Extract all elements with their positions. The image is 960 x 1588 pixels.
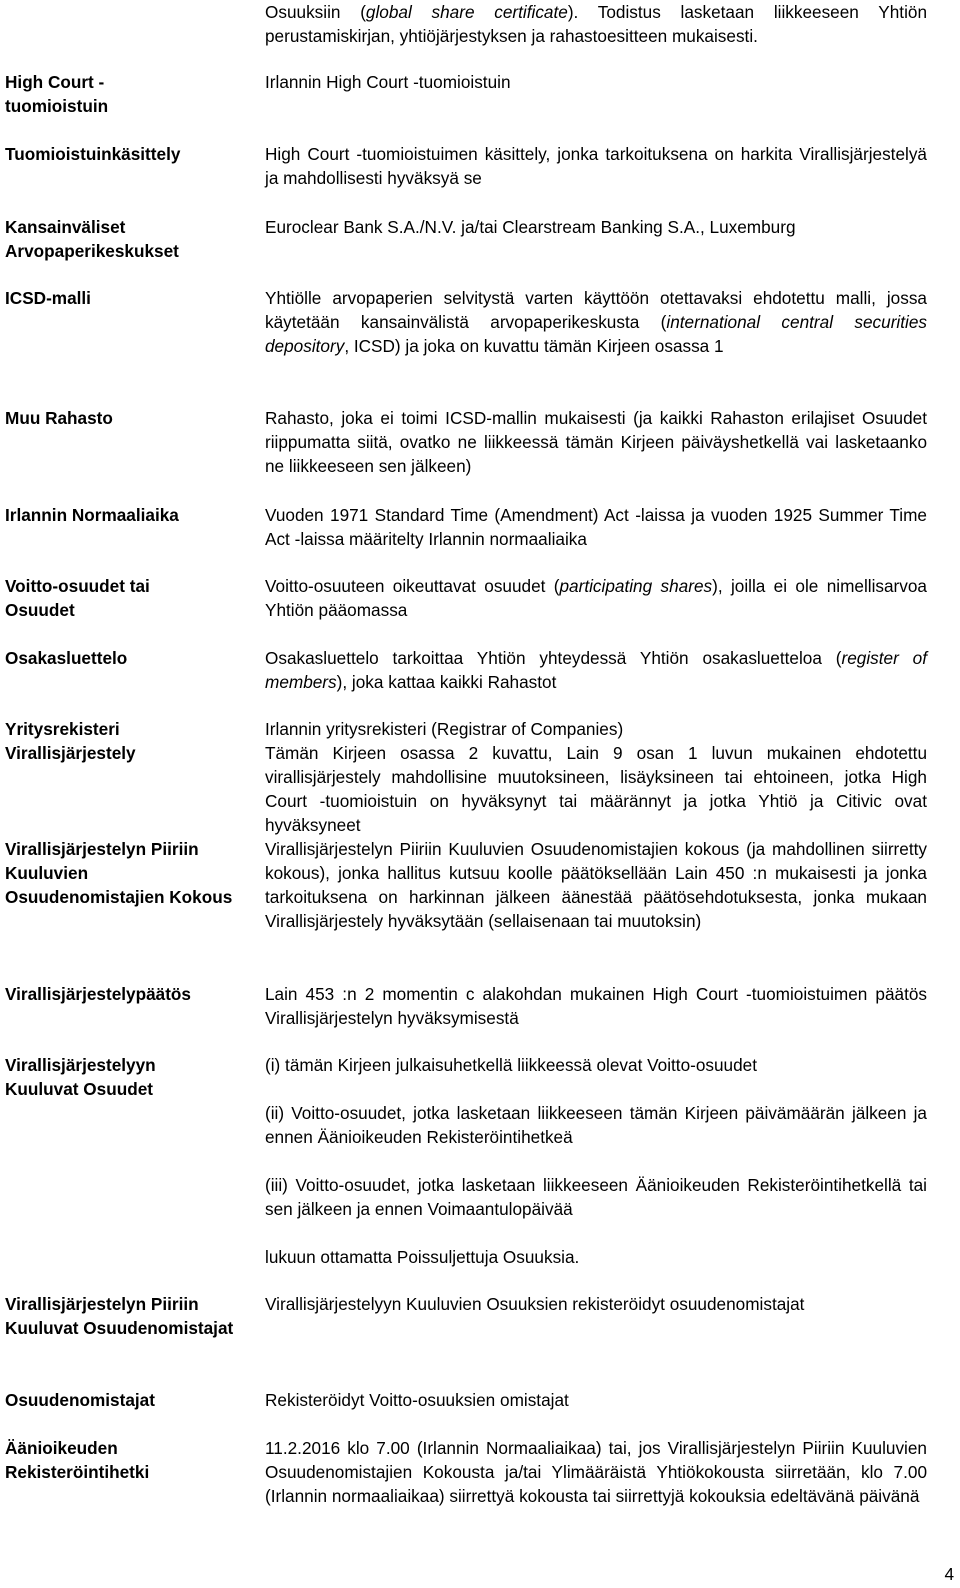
definition: Virallisjärjestelyyn Kuuluvien Osuuksien rekisteröidyt osuudenomistajat — [265, 1294, 805, 1314]
intro-paragraph — [265, 0, 927, 48]
definition-list — [265, 1053, 927, 1269]
definition-text-end: , ICSD) ja joka on kuvattu tämän Kirjeen osassa 1 — [344, 336, 724, 356]
term: Osakasluettelo — [5, 648, 128, 668]
definition-text-end: ), joilla ei ole nimellisarvoa Yhtiön pääomassa — [265, 576, 927, 620]
definition — [265, 646, 927, 694]
definition: Irlannin High Court -tuomioistuin — [265, 72, 511, 92]
definition: Euroclear Bank S.A./N.V. ja/tai Clearstream Banking S.A., Luxemburg — [265, 217, 796, 237]
definition: Tämän Kirjeen osassa 2 kuvattu, Lain 9 osan 1 luvun mukainen ehdotettu virallisjärjestely mahdollisine muutoksineen, lisäyksineen tai ehtoineen, jotka High Court -tuomioistuin on hyväksynyt tai määrännyt ja jotka Yhtiö ja Citivic ovat hyväksyneet — [265, 743, 927, 835]
term: Virallisjärjestelyyn Kuuluvat Osuudet — [5, 1055, 156, 1099]
term: Muu Rahasto — [5, 408, 113, 428]
list-item: lukuun ottamatta Poissuljettuja Osuuksia. — [265, 1247, 580, 1267]
intro-text-end: ). Todistus lasketaan liikkeeseen Yhtiön perustamiskirjan, yhtiöjärjestyksen ja rahastoesitteen mukaisesti. — [265, 2, 928, 46]
definition-italic-text: register of members — [265, 648, 928, 692]
definition: Lain 453 :n 2 momentin c alakohdan mukainen High Court -tuomioistuimen päätös Virallisjärjestelyn hyväksymisestä — [265, 984, 927, 1028]
list-item: (iii) Voitto-osuudet, jotka lasketaan liikkeeseen Äänioikeuden Rekisteröintihetkellä tai sen jälkeen ja ennen Voimaantulopäivää — [265, 1175, 927, 1219]
definition: High Court -tuomioistuimen käsittely, jonka tarkoituksena on harkita Virallisjärjestelyä ja mahdollisesti hyväksyä se — [265, 144, 927, 188]
intro-italic-text: global share certificate — [365, 2, 568, 22]
page-number: 4 — [944, 1564, 954, 1584]
list-item: (ii) Voitto-osuudet, jotka lasketaan liikkeeseen tämän Kirjeen päivämäärän jälkeen ja ennen Äänioikeuden Rekisteröintihetkeä — [265, 1103, 927, 1147]
definition: Rahasto, joka ei toimi ICSD-mallin mukaisesti (ja kaikki Rahaston erilajiset Osuudet riippumatta siitä, ovatko ne liikkeessä tämän Kirjeen päiväyshetkellä vai lasketaanko ne liikkeeseen sen jälkeen) — [265, 408, 927, 476]
term: Irlannin Normaaliaika — [5, 505, 179, 525]
term: Tuomioistuinkäsittely — [5, 144, 181, 164]
term: Äänioikeuden Rekisteröintihetki — [5, 1438, 150, 1482]
definition-italic-text: international central securities depository — [265, 312, 927, 356]
definition-text-end: ), joka kattaa kaikki Rahastot — [336, 672, 557, 692]
intro-text: Osuuksiin ( — [265, 2, 366, 22]
definition: Irlannin yritysrekisteri (Registrar of Companies) — [265, 719, 624, 739]
definition-italic-text: participating shares — [559, 576, 713, 596]
definition — [265, 286, 927, 358]
definition-text: Yhtiölle arvopaperien selvitystä varten käyttöön otettavaksi ehdotettu malli, jossa käytetään kansainvälistä arvopaperikeskusta ( — [265, 288, 927, 332]
term: Kansainväliset Arvopaperikeskukset — [5, 217, 179, 261]
definition: 11.2.2016 klo 7.00 (Irlannin Normaaliaikaa) tai, jos Virallisjärjestelyn Piiriin Kuuluvien Osuudenomistajien Kokousta ja/tai Ylimääräistä Yhtiökokousta siirretään, klo 7.00 (Irlannin normaaliaikaa) siirrettyä kokousta tai siirrettyjä kokouksia edeltävänä päivänä — [265, 1438, 927, 1506]
term: Yritysrekisteri — [5, 719, 120, 739]
term: Virallisjärjestelypäätös — [5, 984, 191, 1004]
term: Osuudenomistajat — [5, 1390, 155, 1410]
definition: Rekisteröidyt Voitto-osuuksien omistajat — [265, 1390, 569, 1410]
definition-text: Voitto-osuuteen oikeuttavat osuudet ( — [265, 576, 560, 596]
term: ICSD-malli — [5, 288, 91, 308]
term: Virallisjärjestely — [5, 743, 136, 763]
definition: Virallisjärjestelyn Piiriin Kuuluvien Osuudenomistajien kokous (ja mahdollinen siirretty kokous), jonka hallitus kutsuu koolle päätöksellään Lain 450 :n mukaisesti ja jonka tarkoituksena on harkinnan jälkeen äänestää päätösehdotuksesta, jonka mukaan Virallisjärjestely hyväksytään (sellaisenaan tai muutoksin) — [265, 839, 927, 931]
definition — [265, 574, 927, 622]
term: Voitto-osuudet tai Osuudet — [5, 576, 150, 620]
term: Virallisjärjestelyn Piiriin Kuuluvat Osuudenomistajat — [5, 1294, 234, 1338]
list-item: (i) tämän Kirjeen julkaisuhetkellä liikkeessä olevat Voitto-osuudet — [265, 1055, 758, 1075]
definition-text: Osakasluettelo tarkoittaa Yhtiön yhteydessä Yhtiön osakasluetteloa ( — [265, 648, 842, 668]
definition: Vuoden 1971 Standard Time (Amendment) Act -laissa ja vuoden 1925 Summer Time Act -laissa määritelty Irlannin normaaliaika — [265, 505, 927, 549]
term: Virallisjärjestelyn Piiriin Kuuluvien Osuudenomistajien Kokous — [5, 839, 233, 907]
term: High Court -tuomioistuin — [5, 72, 109, 116]
